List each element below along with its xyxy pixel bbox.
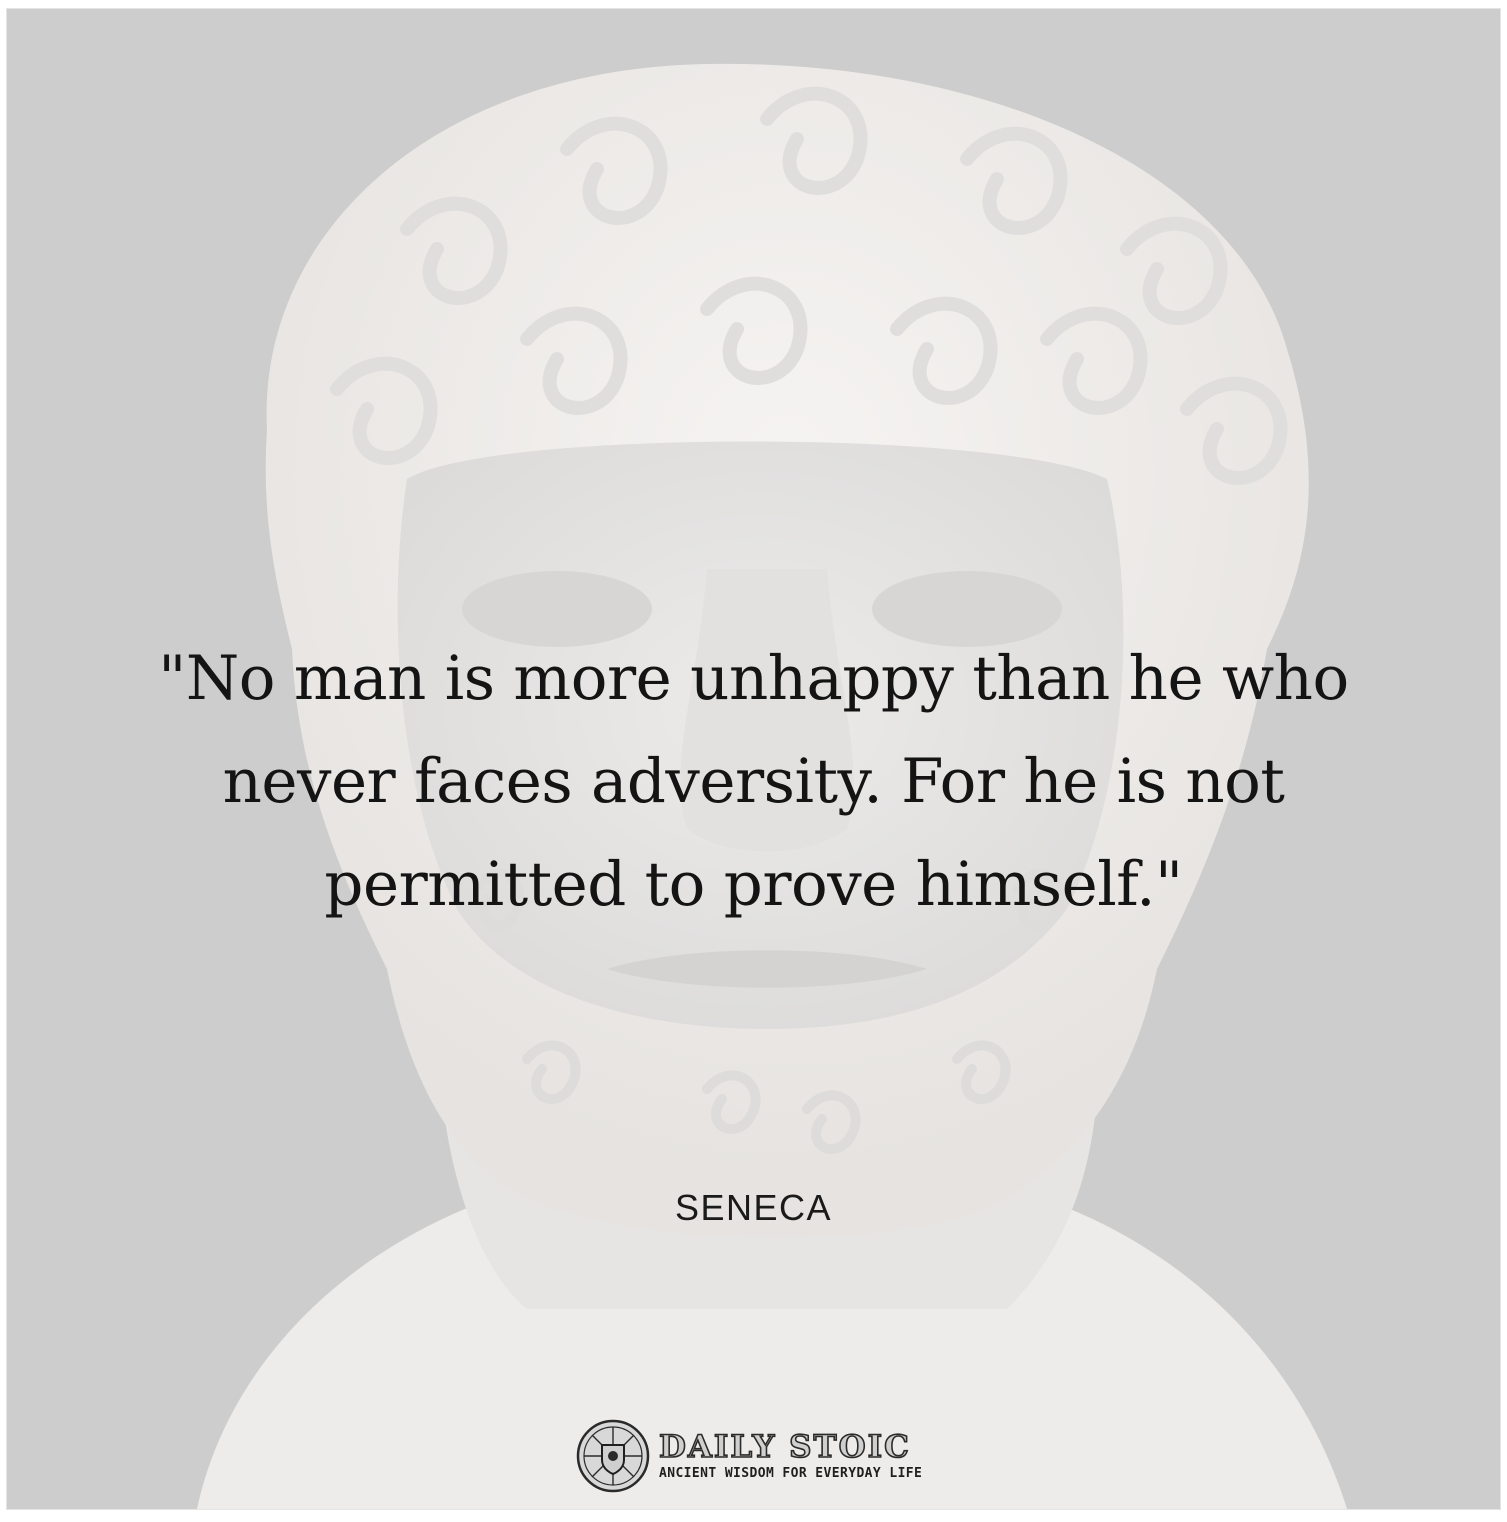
- brand-tagline: ANCIENT WISDOM FOR EVERYDAY LIFE: [659, 1466, 923, 1481]
- brand-logo: [575, 1418, 922, 1494]
- quote-card: [7, 9, 1500, 1509]
- brand-name: DAILY STOIC: [659, 1429, 911, 1465]
- quote-author: SENECA: [674, 1187, 833, 1228]
- daily-stoic-emblem-icon: [575, 1418, 651, 1494]
- quote-text: "No man is more unhappy than he who never faces adversity. For he is not permitted to prove himself.": [158, 643, 1349, 920]
